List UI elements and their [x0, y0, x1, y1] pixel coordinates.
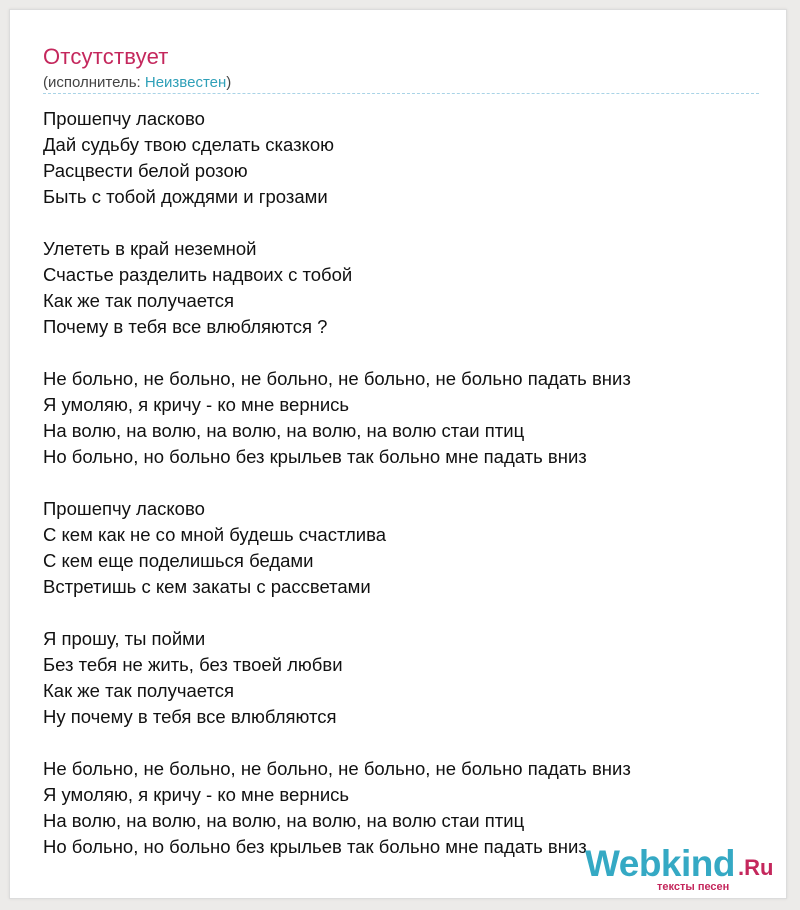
stanza-gap [43, 340, 759, 366]
lyric-line: Быть с тобой дождями и грозами [43, 186, 328, 207]
lyric-line: Как же так получается [43, 680, 234, 701]
artist-line [43, 74, 231, 91]
song-title: Отсутствует [43, 44, 169, 69]
lyric-line: Я умоляю, я кричу - ко мне вернись [43, 784, 350, 805]
lyric-line: Я умоляю, я кричу - ко мне вернись [43, 394, 350, 415]
lyric-line: Но больно, но больно без крыльев так больно мне падать вниз [43, 836, 587, 857]
webkind-watermark [585, 845, 785, 900]
title-divider [43, 93, 759, 94]
watermark-tagline: тексты песен [657, 881, 730, 893]
lyric-line: Ну почему в тебя все влюбляются [43, 706, 337, 727]
lyric-line: Расцвести белой розою [43, 160, 248, 181]
watermark-tld: .Ru [738, 855, 774, 880]
lyric-line: С кем еще поделишься бедами [43, 550, 314, 571]
lyric-line: Не больно, не больно, не больно, не больно, не больно падать вниз [43, 368, 631, 389]
lyrics-card [9, 9, 787, 899]
lyric-line: Встретишь с кем закаты с рассветами [43, 576, 371, 597]
lyric-line: Дай судьбу твою сделать сказкою [43, 134, 335, 155]
lyric-line: Как же так получается [43, 290, 234, 311]
lyric-line: Прошепчу ласково [43, 498, 205, 519]
stanza-gap [43, 210, 759, 236]
lyric-line: Без тебя не жить, без твоей любви [43, 654, 343, 675]
stanza-gap [43, 600, 759, 626]
lyric-line: На волю, на волю, на волю, на волю, на волю стаи птиц [43, 420, 525, 441]
lyric-line: С кем как не со мной будешь счастлива [43, 524, 387, 545]
stanza-gap [43, 730, 759, 756]
lyric-line: Но больно, но больно без крыльев так больно мне падать вниз [43, 446, 587, 467]
lyrics-text [43, 106, 759, 860]
stanza-gap [43, 470, 759, 496]
lyric-line: Прошепчу ласково [43, 108, 205, 129]
artist-suffix: ) [226, 74, 232, 91]
lyric-line: Не больно, не больно, не больно, не больно, не больно падать вниз [43, 758, 631, 779]
lyric-line: Я прошу, ты пойми [43, 628, 206, 649]
lyric-line: Счастье разделить надвоих с тобой [43, 264, 353, 285]
watermark-name: Webkind [585, 843, 735, 884]
artist-link[interactable]: Неизвестен [144, 74, 227, 91]
artist-prefix: (исполнитель: [43, 74, 145, 91]
lyric-line: Улететь в край неземной [43, 238, 257, 259]
lyric-line: На волю, на волю, на волю, на волю, на волю стаи птиц [43, 810, 525, 831]
lyric-line: Почему в тебя все влюбляются ? [43, 316, 328, 337]
